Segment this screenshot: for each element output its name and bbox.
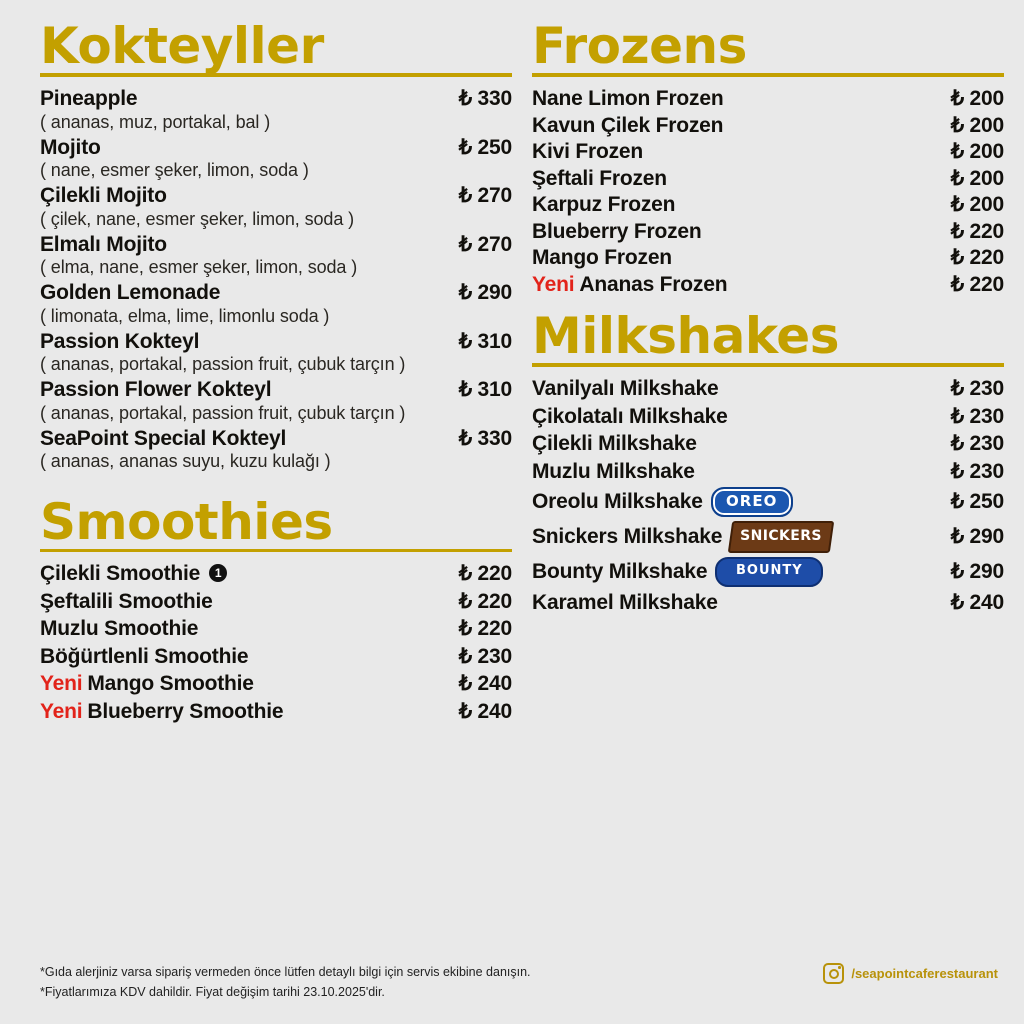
right-column [530,17,1004,723]
menu-row [532,246,1004,270]
menu-row [40,672,512,696]
item-name [532,487,793,517]
menu-entry [40,136,512,182]
item-price: ₺ 330 [458,426,512,450]
menu-row [532,557,1004,587]
item-name: Passion Flower Kokteyl [40,378,272,402]
item-price: ₺ 240 [458,699,512,723]
new-tag: Yeni [532,272,575,296]
item-name-text: Oreolu Milkshake [532,490,703,514]
item-price: ₺ 230 [950,377,1004,401]
footer-line-allergen: *Gıda alerjiniz varsa sipariş vermeden önce lütfen detaylı bilgi için servis ekibine danışın. [40,965,531,980]
item-name: SeaPoint Special Kokteyl [40,426,287,450]
item-name-text: Çilekli Smoothie [40,562,201,586]
bounty-logo-icon: BOUNTY [715,557,823,587]
item-name-text: Blueberry Smoothie [87,699,284,723]
item-price: ₺ 240 [950,591,1004,615]
menu-row [40,281,512,305]
item-description: ( elma, nane, esmer şeker, limon, soda ) [40,257,358,278]
item-price: ₺ 220 [458,562,512,586]
menu-row [40,87,512,111]
menu-row [532,487,1004,517]
section-title-frozens: Frozens [532,17,747,75]
menu-row [532,220,1004,244]
item-name: Böğürtlenli Smoothie [40,644,249,668]
item-price: ₺ 290 [950,525,1004,549]
item-list-milkshakes [532,377,1004,615]
item-name: Vanilyalı Milkshake [532,377,719,401]
menu-entry [40,281,512,327]
item-price: ₺ 200 [950,140,1004,164]
item-name: Mango Frozen [532,246,672,270]
item-name: Şeftali Frozen [532,166,667,190]
menu-entry [40,330,512,376]
item-price: ₺ 330 [458,87,512,110]
snickers-logo-icon [728,521,834,553]
item-price: ₺ 220 [458,617,512,641]
menu-row [40,136,512,160]
item-list-frozens [532,87,1004,296]
item-name: Muzlu Milkshake [532,459,695,483]
item-name-text: Mango Smoothie [87,672,254,696]
item-price: ₺ 220 [950,272,1004,296]
footer-line-tax: *Fiyatlarımıza KDV dahildir. Fiyat değişim tarihi 23.10.2025'dir. [40,984,385,999]
item-description: ( limonata, elma, lime, limonlu soda ) [40,305,330,326]
item-price: ₺ 200 [950,166,1004,190]
menu-row [532,405,1004,429]
item-name: Pineapple [40,87,138,110]
item-price: ₺ 220 [458,589,512,613]
allergen-badge-icon: 1 [209,564,227,582]
item-description: ( ananas, muz, portakal, bal ) [40,111,271,132]
item-name: Çilekli Milkshake [532,432,697,456]
item-price: ₺ 250 [950,490,1004,514]
menu-row [532,432,1004,456]
item-name-text: Ananas Frozen [579,272,728,296]
section-smoothies [40,493,512,723]
item-price: ₺ 270 [458,184,512,208]
item-name: Passion Kokteyl [40,329,200,353]
menu-row [40,617,512,641]
menu-row [532,460,1004,484]
section-title-milkshakes: Milkshakes [532,307,839,366]
item-price: ₺ 250 [458,135,512,159]
item-name: Kavun Çilek Frozen [532,113,724,137]
item-description: ( ananas, ananas suyu, kuzu kulağı ) [40,451,331,472]
menu-row [532,114,1004,138]
item-price: ₺ 230 [950,432,1004,456]
item-description: ( çilek, nane, esmer şeker, limon, soda ) [40,208,355,229]
item-name: Blueberry Frozen [532,219,702,243]
item-name [532,521,832,553]
item-price: ₺ 270 [458,232,512,256]
item-name: Kivi Frozen [532,140,643,164]
item-name: Çikolatalı Milkshake [532,404,728,428]
item-price: ₺ 200 [950,113,1004,137]
menu-row [40,378,512,402]
menu-row [532,140,1004,164]
item-price: ₺ 240 [458,672,512,696]
item-price: ₺ 220 [950,219,1004,243]
menu-row [532,591,1004,615]
menu-row [40,184,512,208]
menu-entry [40,184,512,230]
item-price: ₺ 310 [458,378,512,402]
item-description: ( ananas, portakal, passion fruit, çubuk tarçın ) [40,402,406,423]
snickers-logo-text: SNICKERS [740,528,823,545]
menu-columns [20,17,1004,723]
section-title-smoothies: Smoothies [40,493,333,552]
item-price: ₺ 310 [458,329,512,353]
item-name: Golden Lemonade [40,281,221,305]
item-name: Nane Limon Frozen [532,87,724,110]
menu-row [532,521,1004,553]
menu-entry [40,427,512,473]
section-kokteyller [40,17,512,472]
oreo-logo-icon: OREO [711,487,793,517]
menu-row [532,193,1004,217]
item-name: Mojito [40,135,101,159]
menu-row [40,645,512,669]
item-name: Şeftalili Smoothie [40,589,213,613]
item-name: Çilekli Mojito [40,184,167,208]
item-price: ₺ 200 [950,87,1004,110]
instagram-handle[interactable] [823,963,998,984]
item-price: ₺ 290 [458,281,512,305]
section-frozens [532,17,1004,296]
footer-notes [40,963,531,1002]
menu-row [532,377,1004,401]
instagram-handle-text: /seapointcaferestaurant [851,966,998,981]
menu-row [532,167,1004,191]
item-name-text: Snickers Milkshake [532,525,723,549]
item-name: Karamel Milkshake [532,591,718,615]
section-title-kokteyller: Kokteyller [40,17,324,75]
item-description: ( nane, esmer şeker, limon, soda ) [40,160,309,181]
menu-row [532,87,1004,111]
item-name [532,557,823,587]
item-list-kokteyller [40,87,512,472]
item-price: ₺ 220 [950,246,1004,270]
menu-entry [40,233,512,279]
menu-entry [40,378,512,424]
item-name [40,562,227,586]
item-price: ₺ 230 [950,404,1004,428]
menu-row [40,700,512,724]
menu-entry [40,87,512,133]
item-list-smoothies [40,562,512,723]
item-price: ₺ 200 [950,193,1004,217]
item-name-text: Bounty Milkshake [532,560,708,584]
section-milkshakes [532,307,1004,615]
instagram-icon [823,963,844,984]
menu-row [40,427,512,451]
item-description: ( ananas, portakal, passion fruit, çubuk tarçın ) [40,354,406,375]
item-price: ₺ 230 [950,459,1004,483]
menu-row [40,330,512,354]
item-name: Karpuz Frozen [532,193,676,217]
menu-row [532,273,1004,297]
new-tag: Yeni [40,672,83,696]
item-name: Elmalı Mojito [40,232,167,256]
left-column [20,17,512,723]
item-price: ₺ 290 [950,560,1004,584]
menu-row [40,562,512,586]
item-price: ₺ 230 [458,644,512,668]
item-name [40,672,254,696]
item-name [40,700,283,724]
menu-row [40,590,512,614]
item-name [532,273,727,297]
item-name: Muzlu Smoothie [40,617,199,641]
new-tag: Yeni [40,699,83,723]
menu-row [40,233,512,257]
